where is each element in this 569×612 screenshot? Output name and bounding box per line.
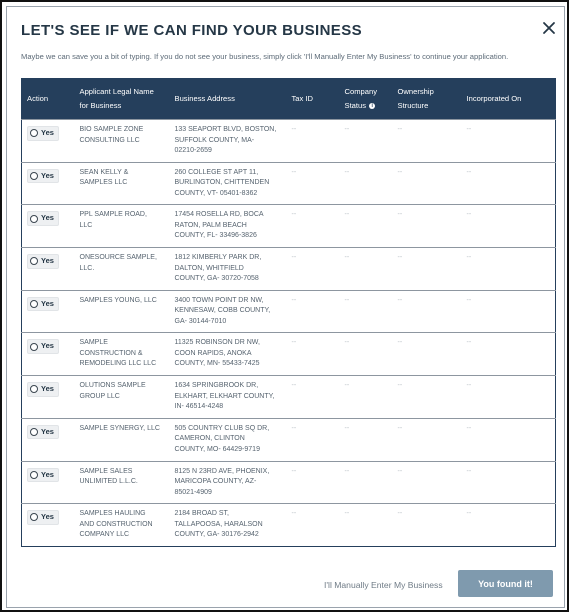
business-address-cell-line: CAMERON, CLINTON bbox=[174, 435, 245, 443]
ownership-cell: -- bbox=[397, 339, 403, 347]
business-address-cell-line: RATON, PALM BEACH bbox=[174, 221, 247, 229]
incorporated-cell: -- bbox=[466, 126, 472, 133]
action-cell bbox=[22, 461, 75, 504]
action-cell bbox=[22, 504, 75, 547]
business-name-cell-line: GROUP LLC bbox=[79, 392, 120, 400]
business-address-cell-line: TALLAPOOSA, HARALSON bbox=[174, 520, 263, 528]
business-address-cell-line: 1812 KIMBERLY PARK DR, bbox=[174, 254, 262, 262]
status-cell: -- bbox=[344, 126, 350, 133]
table-row bbox=[22, 290, 556, 333]
ownership-cell: -- bbox=[397, 254, 403, 262]
tax-id-cell: -- bbox=[291, 424, 297, 432]
tax-id-cell: -- bbox=[291, 126, 297, 133]
tax-id-cell: -- bbox=[291, 510, 297, 518]
action-cell bbox=[22, 120, 75, 163]
tax-id-cell: -- bbox=[291, 382, 297, 390]
radio-label: Yes bbox=[41, 128, 54, 137]
action-cell bbox=[22, 205, 75, 248]
incorporated-cell: -- bbox=[466, 339, 472, 347]
header-company-status: Company Status i bbox=[344, 87, 377, 110]
radio-label: Yes bbox=[41, 426, 54, 436]
radio-circle-icon[interactable] bbox=[30, 172, 38, 180]
radio-circle-icon[interactable] bbox=[30, 471, 38, 479]
business-name-cell-line: SAMPLE SALES bbox=[79, 467, 133, 475]
business-name-cell-line: BIO SAMPLE ZONE bbox=[79, 126, 144, 133]
you-found-it-button[interactable]: You found it! bbox=[458, 570, 553, 597]
business-name-cell bbox=[75, 504, 170, 547]
radio-circle-icon[interactable] bbox=[30, 257, 38, 265]
business-name-cell bbox=[75, 162, 170, 205]
business-name-cell-line: SAMPLES LLC bbox=[79, 179, 128, 187]
business-name-cell-line: SAMPLES YOUNG, LLC bbox=[79, 296, 157, 304]
business-address-cell bbox=[170, 120, 287, 163]
business-name-cell-line: ONESOURCE SAMPLE, bbox=[79, 254, 157, 262]
table-row bbox=[22, 205, 556, 248]
ownership-cell: -- bbox=[397, 168, 403, 176]
table-row bbox=[22, 461, 556, 504]
business-results-table bbox=[21, 78, 556, 547]
table-header-row bbox=[22, 79, 556, 120]
ownership-cell: -- bbox=[397, 296, 403, 304]
business-address-cell bbox=[170, 248, 287, 291]
business-address-cell-line: 02210-2659 bbox=[174, 147, 212, 154]
incorporated-cell: -- bbox=[466, 168, 472, 176]
business-name-cell-line: OLUTIONS SAMPLE bbox=[79, 382, 146, 390]
tax-id-cell: -- bbox=[291, 211, 297, 219]
incorporated-cell: -- bbox=[466, 254, 472, 262]
ownership-cell: -- bbox=[397, 467, 403, 475]
business-address-cell bbox=[170, 205, 287, 248]
tax-id-cell: -- bbox=[291, 296, 297, 304]
action-cell bbox=[22, 290, 75, 333]
status-cell: -- bbox=[344, 296, 350, 304]
business-name-cell-line: SAMPLE SYNERGY, LLC bbox=[79, 424, 160, 432]
select-business-radio[interactable] bbox=[27, 211, 59, 226]
business-name-cell-line: UNLIMITED L.L.C. bbox=[79, 478, 138, 485]
tax-id-cell: -- bbox=[291, 467, 297, 475]
business-address-cell-line: COUNTY, FL- 33496-3826 bbox=[174, 232, 257, 240]
select-business-radio[interactable] bbox=[27, 382, 59, 397]
business-name-cell-line: AND CONSTRUCTION bbox=[79, 520, 153, 528]
select-business-radio[interactable] bbox=[27, 126, 59, 141]
business-name-cell-line: SAMPLES HAULING bbox=[79, 510, 146, 518]
business-name-cell-line: CONSTRUCTION & bbox=[79, 349, 143, 357]
status-cell: -- bbox=[344, 211, 350, 219]
business-name-cell bbox=[75, 120, 170, 163]
business-address-cell-line: IN- 46514-4248 bbox=[174, 403, 224, 411]
business-name-cell-line: SEAN KELLY & bbox=[79, 168, 129, 176]
action-cell bbox=[22, 376, 75, 419]
action-cell bbox=[22, 248, 75, 291]
incorporated-cell: -- bbox=[466, 510, 472, 518]
header-ownership-structure: Ownership Structure bbox=[397, 87, 434, 110]
dialog-title: LET'S SEE IF WE CAN FIND YOUR BUSINESS bbox=[21, 22, 363, 39]
business-address-cell bbox=[170, 162, 287, 205]
business-address-cell-line: SUFFOLK COUNTY, MA- bbox=[174, 136, 255, 144]
business-address-cell bbox=[170, 376, 287, 419]
business-address-cell-line: 85021-4909 bbox=[174, 488, 212, 496]
radio-circle-icon[interactable] bbox=[30, 513, 38, 521]
business-address-cell-line: 11325 ROBINSON DR NW, bbox=[174, 339, 260, 347]
status-cell: -- bbox=[344, 424, 350, 432]
radio-circle-icon[interactable] bbox=[30, 428, 38, 436]
ownership-cell: -- bbox=[397, 510, 403, 518]
tax-id-cell: -- bbox=[291, 168, 297, 176]
business-address-cell-line: BURLINGTON, CHITTENDEN bbox=[174, 179, 270, 187]
select-business-radio[interactable] bbox=[27, 468, 59, 483]
select-business-radio[interactable] bbox=[27, 297, 59, 312]
business-name-cell bbox=[75, 376, 170, 419]
select-business-radio[interactable] bbox=[27, 169, 59, 184]
business-address-cell-line: COUNTY, GA- 30176-2942 bbox=[174, 531, 259, 539]
business-address-cell-line: 17454 ROSELLA RD, BOCA bbox=[174, 211, 264, 219]
ownership-cell: -- bbox=[397, 382, 403, 390]
header-action: Action bbox=[27, 94, 49, 103]
radio-circle-icon[interactable] bbox=[30, 300, 38, 308]
ownership-cell: -- bbox=[397, 126, 403, 133]
business-address-cell-line: MARICOPA COUNTY, AZ- bbox=[174, 478, 257, 485]
business-address-cell-line: KENNESAW, COBB COUNTY, bbox=[174, 307, 271, 315]
business-address-cell-line: DALTON, WHITFIELD bbox=[174, 264, 244, 272]
incorporated-cell: -- bbox=[466, 467, 472, 475]
business-address-cell-line: 8125 N 23RD AVE, PHOENIX, bbox=[174, 467, 270, 475]
radio-label: Yes bbox=[41, 512, 54, 522]
incorporated-cell: -- bbox=[466, 211, 472, 219]
business-address-cell-line: 2184 BROAD ST, bbox=[174, 510, 229, 518]
business-address-cell bbox=[170, 333, 287, 376]
radio-label: Yes bbox=[41, 298, 54, 308]
radio-label: Yes bbox=[41, 341, 54, 351]
find-business-dialog bbox=[6, 6, 565, 608]
table-row bbox=[22, 504, 556, 547]
dialog-subtitle: Maybe we can save you a bit of typing. If you do not see your business, simply click 'I'll Manually Enter My Business' to continue your application. bbox=[21, 52, 509, 61]
tax-id-cell: -- bbox=[291, 254, 297, 262]
table-row bbox=[22, 248, 556, 291]
business-address-cell bbox=[170, 418, 287, 461]
radio-label: Yes bbox=[41, 213, 54, 223]
business-address-cell-line: 133 SEAPORT BLVD, BOSTON, bbox=[174, 126, 277, 133]
header-business-address: Business Address bbox=[174, 94, 235, 103]
radio-label: Yes bbox=[41, 384, 54, 394]
business-name-cell-line: LLC. bbox=[79, 264, 95, 272]
status-cell: -- bbox=[344, 382, 350, 390]
business-address-cell-line: COON RAPIDS, ANOKA bbox=[174, 349, 252, 357]
business-address-cell-line: ELKHART, ELKHART COUNTY, bbox=[174, 392, 275, 400]
header-tax-id: Tax ID bbox=[291, 94, 314, 103]
incorporated-cell: -- bbox=[466, 296, 472, 304]
radio-circle-icon[interactable] bbox=[30, 343, 38, 351]
table-row bbox=[22, 418, 556, 461]
close-icon[interactable] bbox=[540, 19, 558, 37]
business-address-cell-line: COUNTY, GA- 30720-7058 bbox=[174, 275, 259, 283]
business-address-cell-line: 505 COUNTRY CLUB SQ DR, bbox=[174, 424, 270, 432]
business-name-cell-line: PPL SAMPLE ROAD, bbox=[79, 211, 147, 219]
business-name-cell-line: REMODELING LLC LLC bbox=[79, 360, 157, 368]
status-cell: -- bbox=[344, 168, 350, 176]
table-row bbox=[22, 120, 556, 163]
business-address-cell-line: COUNTY, VT- 05401-8362 bbox=[174, 189, 258, 197]
select-business-radio[interactable] bbox=[27, 339, 59, 354]
business-address-cell-line: 3400 TOWN POINT DR NW, bbox=[174, 296, 264, 304]
ownership-cell: -- bbox=[397, 211, 403, 219]
table-row bbox=[22, 162, 556, 205]
table-row bbox=[22, 376, 556, 419]
action-cell bbox=[22, 418, 75, 461]
business-address-cell bbox=[170, 290, 287, 333]
business-address-cell-line: COUNTY, MN- 55433-7425 bbox=[174, 360, 260, 368]
business-name-cell bbox=[75, 290, 170, 333]
status-cell: -- bbox=[344, 339, 350, 347]
business-name-cell bbox=[75, 248, 170, 291]
business-name-cell bbox=[75, 461, 170, 504]
business-address-cell-line: GA- 30144-7010 bbox=[174, 317, 227, 325]
business-name-cell-line: COMPANY LLC bbox=[79, 531, 130, 539]
business-address-cell-line: COUNTY, MO- 64429-9719 bbox=[174, 445, 260, 453]
action-cell bbox=[22, 333, 75, 376]
business-name-cell-line: CONSULTING LLC bbox=[79, 136, 140, 144]
status-cell: -- bbox=[344, 254, 350, 262]
business-address-cell-line: 260 COLLEGE ST APT 11, bbox=[174, 168, 259, 176]
status-cell: -- bbox=[344, 467, 350, 475]
business-address-cell bbox=[170, 504, 287, 547]
table-row bbox=[22, 333, 556, 376]
manual-entry-link[interactable]: I'll Manually Enter My Business bbox=[324, 580, 443, 590]
business-address-cell-line: 1634 SPRINGBROOK DR, bbox=[174, 382, 259, 390]
info-icon[interactable]: i bbox=[369, 103, 375, 109]
select-business-radio[interactable] bbox=[27, 425, 59, 440]
ownership-cell: -- bbox=[397, 424, 403, 432]
select-business-radio[interactable] bbox=[27, 510, 59, 525]
business-name-cell-line: SAMPLE bbox=[79, 339, 108, 347]
radio-label: Yes bbox=[41, 256, 54, 266]
business-name-cell-line: LLC bbox=[79, 221, 93, 229]
business-name-cell bbox=[75, 418, 170, 461]
select-business-radio[interactable] bbox=[27, 254, 59, 269]
incorporated-cell: -- bbox=[466, 382, 472, 390]
action-cell bbox=[22, 162, 75, 205]
business-name-cell bbox=[75, 205, 170, 248]
radio-circle-icon[interactable] bbox=[30, 385, 38, 393]
business-name-cell bbox=[75, 333, 170, 376]
radio-circle-icon[interactable] bbox=[30, 215, 38, 223]
status-cell: -- bbox=[344, 510, 350, 518]
incorporated-cell: -- bbox=[466, 424, 472, 432]
tax-id-cell: -- bbox=[291, 339, 297, 347]
radio-label: Yes bbox=[41, 469, 54, 479]
header-legal-name: Applicant Legal Name for Business bbox=[79, 87, 154, 110]
radio-circle-icon[interactable] bbox=[30, 129, 38, 137]
header-incorporated-on: Incorporated On bbox=[466, 94, 522, 103]
radio-label: Yes bbox=[41, 170, 54, 180]
business-address-cell bbox=[170, 461, 287, 504]
